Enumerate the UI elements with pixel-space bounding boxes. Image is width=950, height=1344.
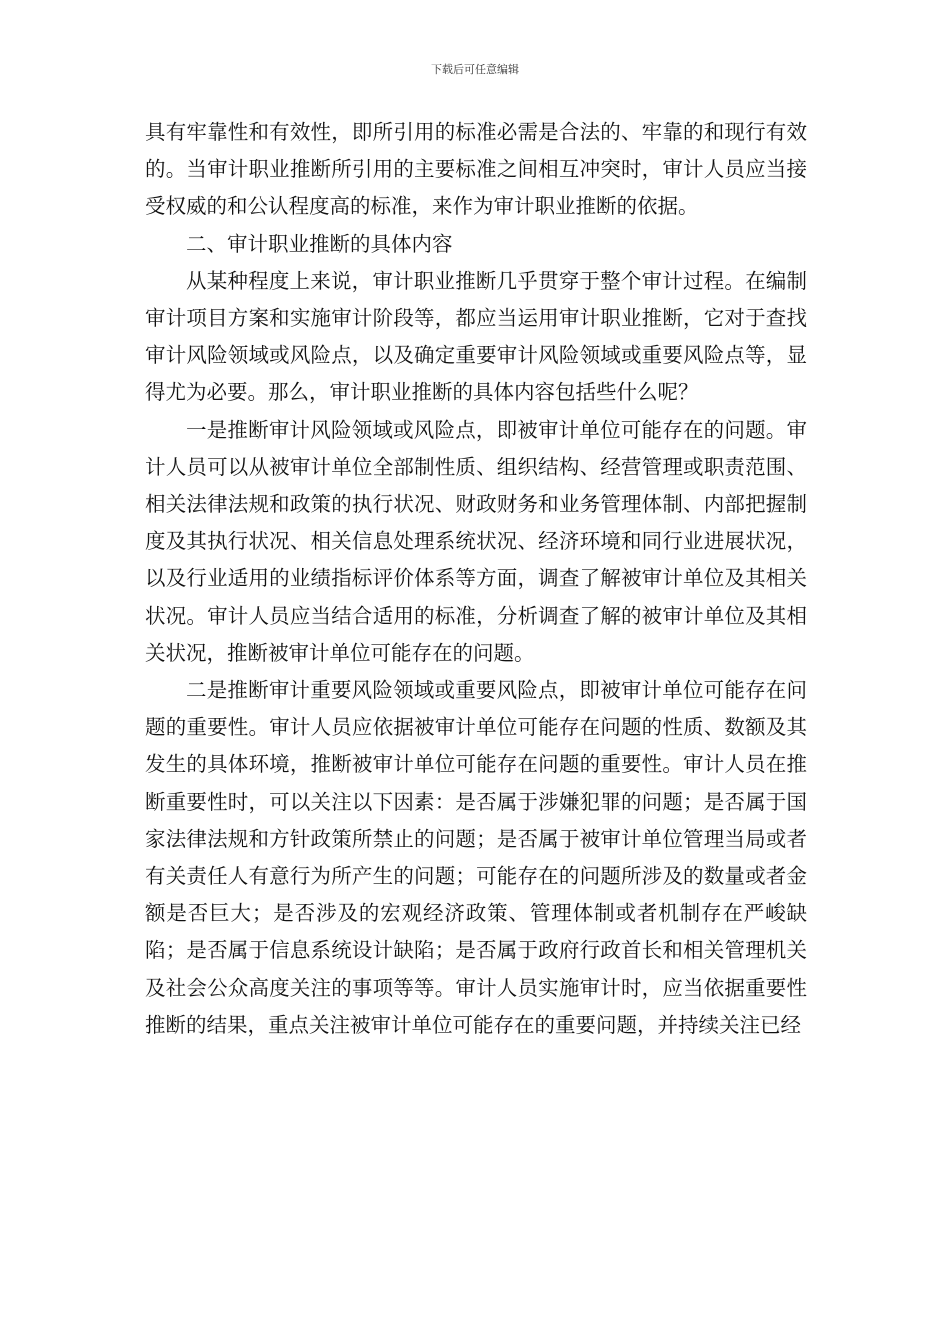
document-body <box>145 114 807 1044</box>
paragraph: 二是推断审计重要风险领域或重要风险点，即被审计单位可能存在问题的重要性。审计人员应依据被审计单位可能存在问题的性质、数额及其发生的具体环境，推断被审计单位可能存在问题的重要性。审计人员在推断重要性时，可以关注以下因素：是否属于涉嫌犯罪的问题；是否属于国家法律法规和方针政策所禁止的问题；是否属于被审计单位管理当局或者有关责任人有意行为所产生的问题；可能存在的问题所涉及的数量或者金额是否巨大；是否涉及的宏观经济政策、管理体制或者机制存在严峻缺陷；是否属于信息系统设计缺陷；是否属于政府行政首长和相关管理机关及社会公众高度关注的事项等等。审计人员实施审计时，应当依据重要性推断的结果，重点关注被审计单位可能存在的重要问题，并持续关注已经 <box>145 678 807 1037</box>
paragraph: 一是推断审计风险领域或风险点，即被审计单位可能存在的问题。审计人员可以从被审计单位全部制性质、组织结构、经营管理或职责范围、相关法律法规和政策的执行状况、财政财务和业务管理体制、内部把握制度及其执行状况、相关信息处理系统状况、经济环境和同行业进展状况，以及行业适用的业绩指标评价体系等方面，调查了解被审计单位及其相关状况。审计人员应当结合适用的标准，分析调查了解的被审计单位及其相关状况，推断被审计单位可能存在的问题。 <box>145 417 807 665</box>
page-header: 下载后可任意编辑 <box>431 63 519 76</box>
paragraph: 从某种程度上来说，审计职业推断几乎贯穿于整个审计过程。在编制审计项目方案和实施审计阶段等，都应当运用审计职业推断，它对于查找审计风险领域或风险点，以及确定重要审计风险领域或重要风险点等，显得尤为必要。那么，审计职业推断的具体内容包括些什么呢？ <box>145 268 807 405</box>
paragraph-continuation: 具有牢靠性和有效性，即所引用的标准必需是合法的、牢靠的和现行有效的。当审计职业推断所引用的主要标准之间相互冲突时，审计人员应当接受权威的和公认程度高的标准，来作为审计职业推断的依据。 <box>145 120 807 219</box>
section-heading: 二、审计职业推断的具体内容 <box>186 231 453 256</box>
